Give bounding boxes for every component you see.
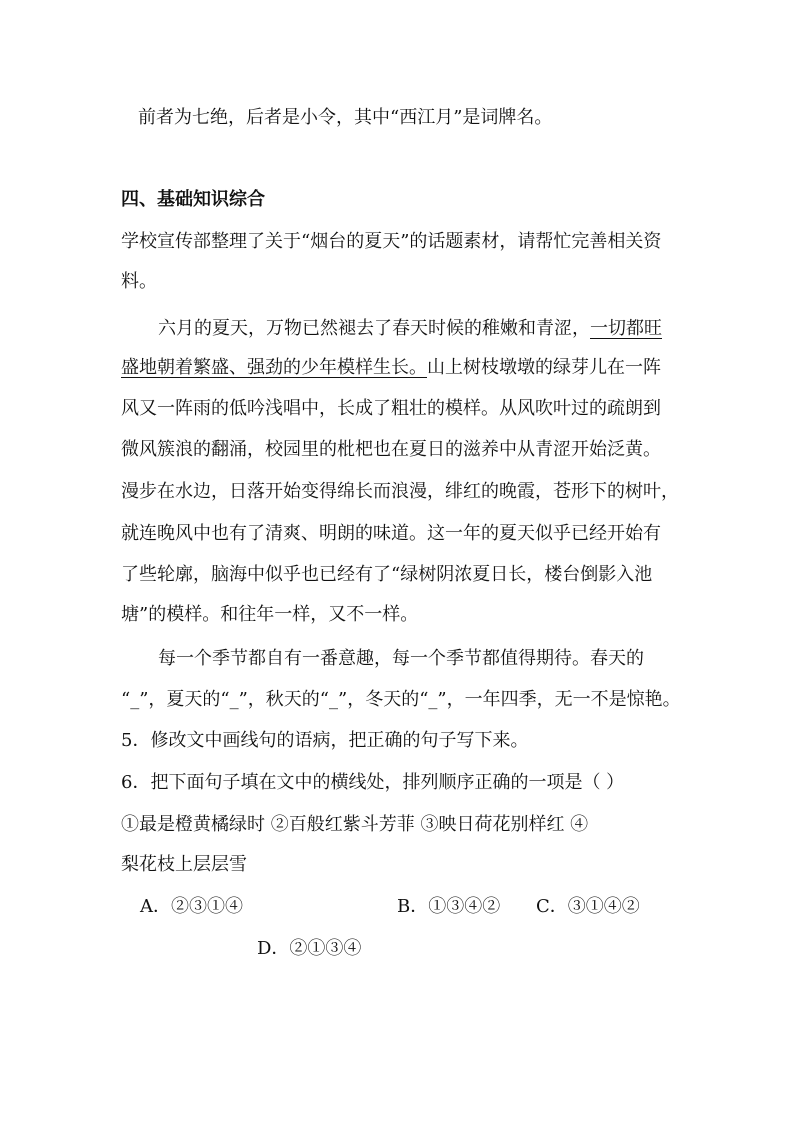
passage-p1-line-2 [121, 356, 661, 380]
passage-p1-line-1-plain: 六月的夏天，万物已然褪去了春天时候的稚嫩和青涩， [158, 318, 590, 339]
passage-p1-line-6: 就连晚风中也有了清爽、明朗的味道。这一年的夏天似乎已经开始有 [121, 523, 661, 544]
section-heading: 四、基础知识综合 [121, 189, 265, 210]
passage-p1-line-1 [158, 317, 662, 341]
section-prompt-line-1: 学校宣传部整理了关于“烟台的夏天”的话题素材，请帮忙完善相关资 [121, 231, 662, 252]
section-prompt-line-2: 料。 [121, 271, 157, 292]
question-6-items-line-1: ①最是橙黄橘绿时 ②百般红紫斗芳菲 ③映日荷花别样红 ④ [121, 814, 589, 835]
passage-p1-line-8: 塘”的模样。和往年一样，又不一样。 [121, 604, 419, 625]
passage-p1-line-2-plain: 山上树枝墩墩的绿芽儿在一阵 [427, 357, 661, 378]
option-b[interactable]: B．①③④② [397, 896, 501, 917]
question-5: 5．修改文中画线句的语病，把正确的句子写下来。 [121, 730, 529, 751]
question-6-items-line-2: 梨花枝上层层雪 [121, 854, 247, 875]
option-a[interactable]: A．②③①④ [140, 896, 243, 917]
option-d[interactable]: D．②①③④ [257, 938, 362, 959]
underlined-sentence-part-1: 一切都旺 [590, 318, 662, 339]
passage-p2-line-1: 每一个季节都自有一番意趣，每一个季节都值得期待。春天的 [158, 648, 644, 669]
passage-p1-line-7: 了些轮廓，脑海中似乎也已经有了“绿树阴浓夏日长，楼台倒影入池 [121, 564, 653, 585]
passage-p2-line-2: “_”，夏天的“_”，秋天的“_”，冬天的“_”，一年四季，无一不是惊艳。 [121, 689, 681, 710]
intro-line: 前者为七绝，后者是小令，其中“西江月”是词牌名。 [138, 107, 553, 128]
option-c[interactable]: C．③①④② [536, 896, 640, 917]
question-6-stem: 6．把下面句子填在文中的横线处，排列顺序正确的一项是（ ） [121, 772, 625, 793]
passage-p1-line-5: 漫步在水边，日落开始变得绵长而浪漫，绯红的晚霞，苍形下的树叶， [121, 481, 679, 502]
underlined-sentence-part-2: 盛地朝着繁盛、强劲的少年模样生长。 [121, 357, 427, 378]
passage-p1-line-3: 风又一阵雨的低吟浅唱中，长成了粗壮的模样。从风吹叶过的疏朗到 [121, 398, 661, 419]
passage-p1-line-4: 微风簇浪的翻涌，校园里的枇杷也在夏日的滋养中从青涩开始泛黄。 [121, 439, 661, 460]
